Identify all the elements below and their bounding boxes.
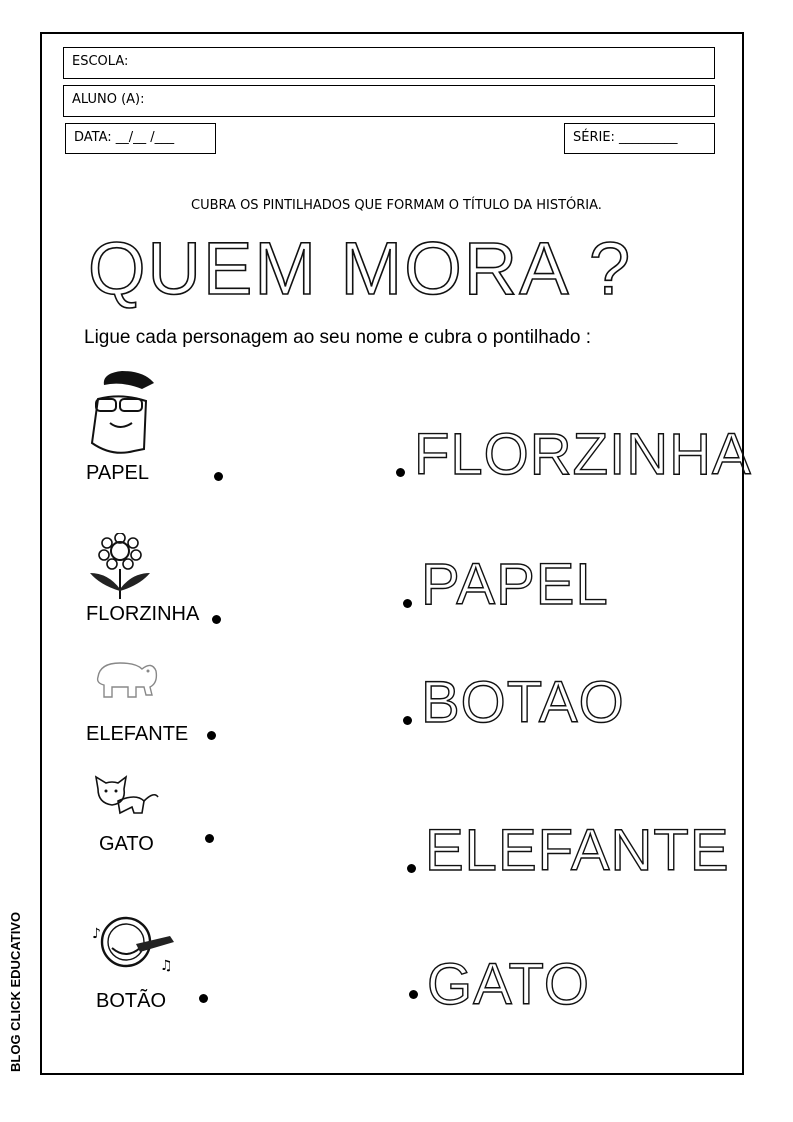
character-label-florzinha: FLORZINHA [86,603,200,625]
traced-word-florzinha: FLORZINHA [414,422,752,487]
character-label-gato: GATO [99,833,154,855]
data-label: DATA: __/__ /___ [74,130,175,145]
match-dot-left-1[interactable] [214,472,223,481]
traced-word-elefante: ELEFANTE [425,818,730,883]
flower-character-icon [86,533,156,601]
match-dot-right-1[interactable] [396,468,405,477]
aluno-field[interactable] [63,85,715,117]
match-dot-left-4[interactable] [205,834,214,843]
data-field[interactable] [65,123,216,154]
aluno-label: ALUNO (A): [72,92,145,107]
svg-text:♪: ♪ [92,926,101,942]
character-label-papel: PAPEL [86,462,149,484]
match-dot-right-5[interactable] [409,990,418,999]
serie-label: SÉRIE: _________ [573,130,678,145]
title-trace: QUEM MORA ? [88,227,633,310]
paper-bag-character-icon [82,365,162,457]
traced-word-papel: PAPEL [421,552,609,617]
escola-label: ESCOLA: [72,54,129,69]
match-dot-left-3[interactable] [207,731,216,740]
instruction-main: Ligue cada personagem ao seu nome e cubra o pontilhado : [84,327,592,348]
instruction-top: CUBRA OS PINTILHADOS QUE FORMAM O TÍTULO DA HISTÓRIA. [191,198,602,213]
svg-text:♫: ♫ [160,958,173,974]
elephant-character-icon [90,655,162,700]
match-dot-left-2[interactable] [212,615,221,624]
character-label-elefante: ELEFANTE [86,723,189,745]
cat-character-icon [92,773,162,828]
serie-field[interactable] [564,123,715,154]
button-character-icon [90,908,182,978]
match-dot-left-5[interactable] [199,994,208,1003]
match-dot-right-3[interactable] [403,716,412,725]
traced-word-gato: GATO [427,952,590,1017]
escola-field[interactable] [63,47,715,79]
character-label-botao: BOTÃO [96,990,167,1012]
match-dot-right-2[interactable] [403,599,412,608]
traced-word-botao: BOTAO [421,670,625,735]
blog-side-text: BLOG CLICK EDUCATIVO [8,911,23,1072]
match-dot-right-4[interactable] [407,864,416,873]
